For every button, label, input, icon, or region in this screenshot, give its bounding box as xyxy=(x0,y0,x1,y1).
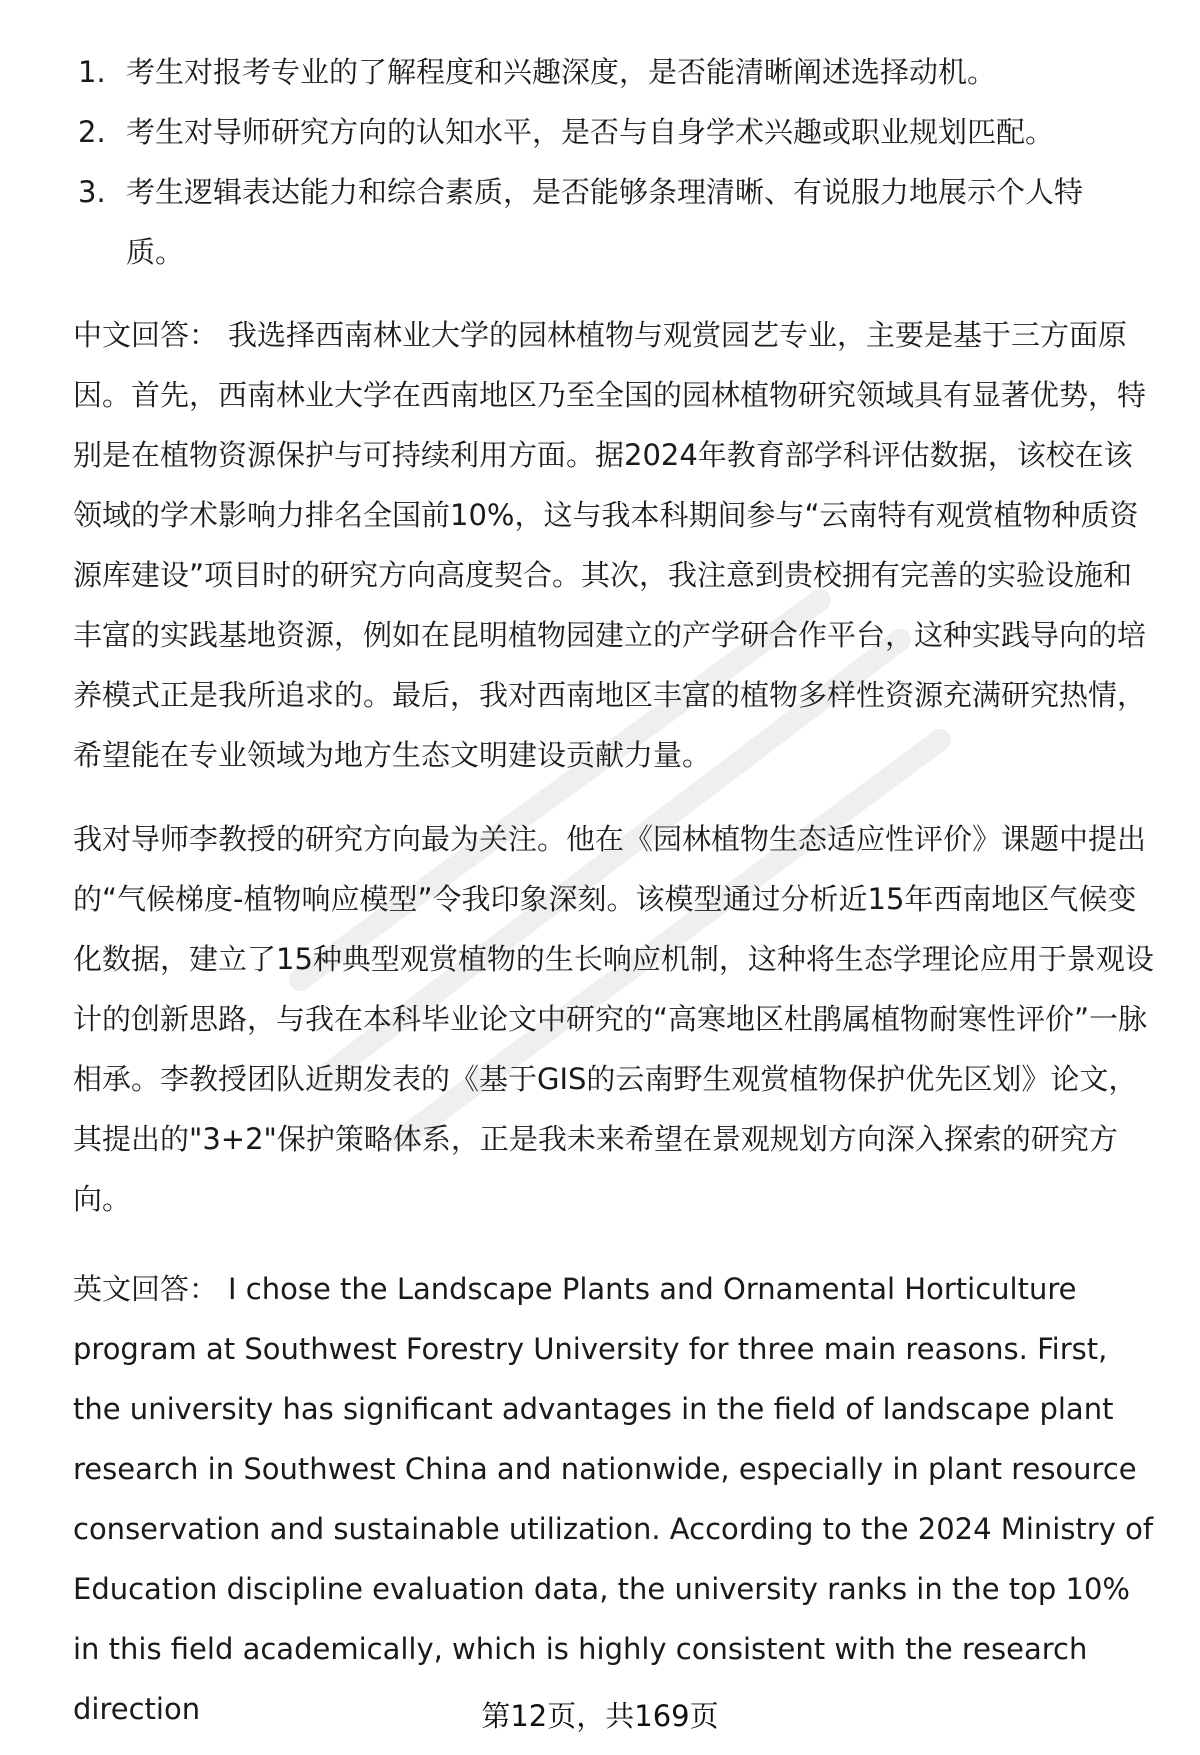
criteria-number: 3. xyxy=(78,175,106,209)
chinese-answer-paragraph-2: 我对导师李教授的研究方向最为关注。他在《园林植物生态适应性评价》课题中提出的“气候梯度-植物响应模型”令我印象深刻。该模型通过分析近15年西南地区气候变化数据，建立了15种典型观赏植物的生长响应机制，这种将生态学理论应用于景观设计的创新思路，与我在本科毕业论文中研究的“高寒地区杜鹃属植物耐寒性评价”一脉相承。李教授团队近期发表的《基于GIS的云南野生观赏植物保护优先区划》论文，其提出的"3+2"保护策略体系，正是我未来希望在景观规划方向深入探索的研究方向。 xyxy=(73,822,1154,1216)
criteria-number: 2. xyxy=(78,115,106,149)
criteria-text: 考生逻辑表达能力和综合素质，是否能够条理清晰、有说服力地展示个人特质。 xyxy=(126,175,1084,269)
english-answer-paragraph xyxy=(73,1259,1155,1739)
page-number-footer: 第12页，共169页 xyxy=(481,1699,719,1733)
criteria-item xyxy=(78,162,1138,282)
english-answer-text: I chose the Landscape Plants and Ornamental Horticulture program at Southwest Forestry University for three main reasons. First, the university has significant advantages in the field of landscape plant research in Southwest China and nationwide, especially in plant resource conservation and sustainable utilization. According to the 2024 Ministry of Education discipline evaluation data, the university ranks in the top 10% in this field academically, which is highly consistent with the research direction xyxy=(73,1272,1154,1726)
chinese-answer-paragraph-1 xyxy=(73,305,1155,785)
criteria-text: 考生对报考专业的了解程度和兴趣深度，是否能清晰阐述选择动机。 xyxy=(126,55,997,89)
chinese-answer-label: 中文回答： xyxy=(73,318,219,352)
criteria-text: 考生对导师研究方向的认知水平，是否与自身学术兴趣或职业规划匹配。 xyxy=(126,115,1055,149)
criteria-item xyxy=(78,42,1138,102)
english-answer-label: 英文回答： xyxy=(73,1272,219,1306)
chinese-answer-text-1: 我选择西南林业大学的园林植物与观赏园艺专业，主要是基于三方面原因。首先，西南林业大学在西南地区乃至全国的园林植物研究领域具有显著优势，特别是在植物资源保护与可持续利用方面。据2024年教育部学科评估数据，该校在该领域的学术影响力排名全国前10%，这与我本科期间参与“云南特有观赏植物种质资源库建设”项目时的研究方向高度契合。其次，我注意到贵校拥有完善的实验设施和丰富的实践基地资源，例如在昆明植物园建立的产学研合作平台，这种实践导向的培养模式正是我所追求的。最后，我对西南地区丰富的植物多样性资源充满研究热情，希望能在专业领域为地方生态文明建设贡献力量。 xyxy=(73,318,1147,772)
criteria-number: 1. xyxy=(78,55,106,89)
evaluation-criteria-list xyxy=(78,42,1138,282)
criteria-item xyxy=(78,102,1138,162)
